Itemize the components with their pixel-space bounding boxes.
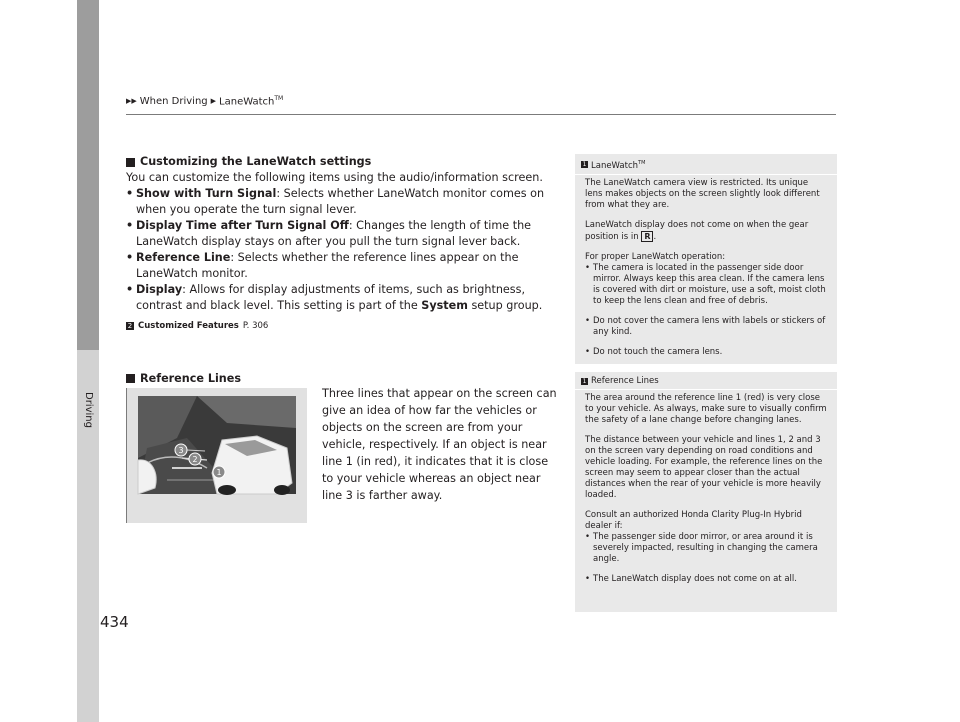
note-divider	[575, 389, 837, 390]
square-bullet-icon	[126, 158, 135, 167]
side-tab-label: Driving	[83, 392, 94, 428]
side-tab-band-top	[77, 0, 99, 350]
side-tab	[77, 0, 99, 722]
note-bullet: • The LaneWatch display does not come on at all.	[585, 574, 797, 584]
note-text: The area around the reference line 1 (red) is very close to your vehicle. As always, make sure to visually confirm the safety of a lane change before changing lanes.	[585, 393, 827, 425]
intro-text: You can customize the following items using the audio/information screen.	[126, 171, 543, 184]
reference-note-box	[575, 372, 837, 612]
customizing-section	[126, 154, 562, 334]
breadcrumb	[126, 95, 283, 107]
note-divider	[575, 174, 837, 175]
gear-r-icon: R	[641, 231, 653, 242]
note-text: Consult an authorized Honda Clarity Plug-In Hybrid dealer if:	[585, 510, 802, 531]
figure-label-1: 1	[216, 468, 222, 477]
header-rule	[126, 114, 836, 115]
figure-label-2: 2	[192, 455, 198, 464]
note-bullet: • The passenger side door mirror, or area around it is severely impacted, resulting in changing the camera angle.	[585, 532, 818, 564]
note-icon: 1	[582, 378, 587, 385]
note-text: The distance between your vehicle and lines 1, 2 and 3 on the screen vary depending on road conditions and vehicle loading. For example, the reference lines on the screen may seem to appear closer than the actual distances when the rear of your vehicle is more heavily loaded.	[585, 435, 823, 500]
figure-label-3: 3	[178, 446, 184, 455]
note-title: 1 Reference Lines	[582, 376, 659, 386]
note-bullet: • Do not cover the camera lens with labels or stickers of any kind.	[585, 315, 826, 337]
lanewatch-illustration	[127, 388, 307, 523]
note-text: The LaneWatch camera view is restricted. Its unique lens makes objects on the screen slightly look different from what they are.	[585, 177, 820, 210]
breadcrumb-part1[interactable]: When Driving	[139, 95, 208, 107]
note-bullet: • Do not touch the camera lens.	[585, 346, 723, 357]
note-text: For proper LaneWatch operation:	[585, 251, 726, 262]
list-item: • Show with Turn Signal: Selects whether LaneWatch monitor comes on when you operate the turn signal lever.	[126, 187, 545, 216]
list-item: • Reference Line: Selects whether the reference lines appear on the LaneWatch monitor.	[126, 251, 519, 280]
cross-reference-link[interactable]: 2 Customized Features P. 306	[127, 321, 269, 331]
lanewatch-figure	[126, 388, 307, 523]
list-item: • Display: Allows for display adjustments of items, such as brightness, contrast and black level. This setting is part of the System setup group.	[126, 283, 543, 312]
note-bullet: • The camera is located in the passenger side door mirror. Always keep this area clean. If the camera lens is covered with dirt or moisture, use a soft, moist cloth to keep the lens clean and free of debris.	[585, 262, 826, 306]
list-item: • Display Time after Turn Signal Off: Changes the length of time the LaneWatch display stays on after you pull the turn signal lever back.	[126, 219, 532, 248]
breadcrumb-arrow-icon: ▶▶	[126, 97, 137, 106]
page-number: 434	[100, 613, 129, 631]
lanewatch-note-box	[575, 154, 837, 364]
breadcrumb-part2[interactable]: LaneWatch™	[219, 95, 284, 108]
breadcrumb-arrow-icon: ▶	[210, 97, 217, 106]
note-text: LaneWatch display does not come on when the gear position is in R .	[585, 219, 809, 242]
note-title: 1 LaneWatch™	[582, 160, 646, 171]
reference-lines-body: Three lines that appear on the screen can give an idea of how far the vehicles or objects on the screen are from your vehicle, respectively. If an object is near line 1 (in red), it indicates that it is close to your vehicle whereas an object near line 3 is farther away.	[322, 387, 557, 502]
square-bullet-icon	[126, 374, 135, 383]
note-icon: 1	[582, 161, 587, 169]
section-title: Customizing the LaneWatch settings	[126, 154, 562, 170]
reference-lines-title: Reference Lines	[126, 372, 241, 385]
xref-arrow-icon: 2	[127, 322, 133, 330]
